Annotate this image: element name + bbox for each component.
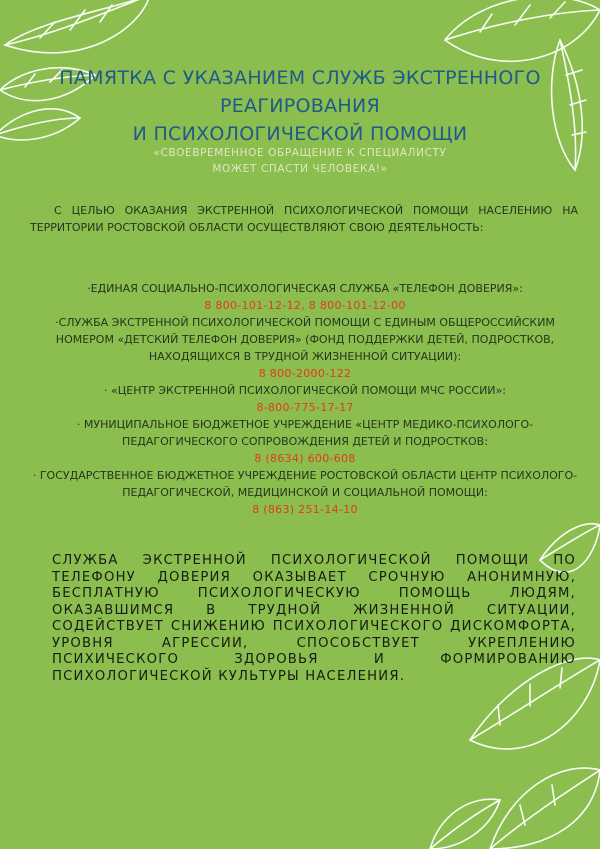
title-line-1: ПАМЯТКА С УКАЗАНИЕМ СЛУЖБ ЭКСТРЕННОГО РЕАГИРОВАНИЯ bbox=[59, 67, 541, 117]
leaf-bottom-right-2-icon bbox=[490, 768, 600, 849]
service-phone[interactable]: 8 800-101-12-12, 8 800-101-12-00 bbox=[204, 299, 406, 312]
leaf-top-left-icon bbox=[5, 0, 150, 53]
service-name: ·СЛУЖБА ЭКСТРЕННОЙ ПСИХОЛОГИЧЕСКОЙ ПОМОЩИ С ЕДИНЫМ ОБЩЕРОССИЙСКИМ НОМЕРОМ «ДЕТСКИЙ ТЕЛЕФОН ДОВЕРИЯ» (ФОНД ПОДДЕРЖКИ ДЕТЕЙ, ПОДРОСТКОВ, НАХОДЯЩИХСЯ В ТРУДНОЙ ЖИЗНЕННОЙ СИТУАЦИИ): bbox=[55, 316, 555, 363]
page-title bbox=[20, 64, 580, 148]
title-line-2: И ПСИХОЛОГИЧЕСКОЙ ПОМОЩИ bbox=[132, 123, 468, 145]
quote-line-1: «СВОЕВРЕМЕННОЕ ОБРАЩЕНИЕ К СПЕЦИАЛИСТУ bbox=[153, 147, 447, 159]
service-phone[interactable]: 8-800-775-17-17 bbox=[256, 401, 354, 414]
summary-paragraph: СЛУЖБА ЭКСТРЕННОЙ ПСИХОЛОГИЧЕСКОЙ ПОМОЩИ ПО ТЕЛЕФОНУ ДОВЕРИЯ ОКАЗЫВАЕТ СРОЧНУЮ АНОНИМНУЮ, БЕСПЛАТНУЮ ПСИХОЛОГИЧЕСКУЮ ПОМОЩЬ ЛЮДЯМ, ОКАЗАВШИМСЯ В ТРУДНОЙ ЖИЗНЕННОЙ СИТУАЦИИ, СОДЕЙСТВУЕТ СНИЖЕНИЮ ПСИХОЛОГИЧЕСКОГО ДИСКОМФОРТА, УРОВНЯ АГРЕССИИ, СПОСОБСТВУЕТ УКРЕПЛЕНИЮ ПСИХИЧЕСКОГО ЗДОРОВЬЯ И ФОРМИРОВАНИЮ ПСИХОЛОГИЧЕСКОЙ КУЛЬТУРЫ НАСЕЛЕНИЯ. bbox=[52, 553, 576, 684]
service-name: · МУНИЦИПАЛЬНОЕ БЮДЖЕТНОЕ УЧРЕЖДЕНИЕ «ЦЕНТР МЕДИКО-ПСИХОЛОГО-ПЕДАГОГИЧЕСКОГО СОПРОВОЖДЕНИЯ ДЕТЕЙ И ПОДРОСТКОВ: bbox=[76, 418, 534, 448]
leaf-bottom-right-3-icon bbox=[430, 799, 500, 849]
quote bbox=[100, 145, 500, 177]
services-list bbox=[25, 280, 585, 518]
service-name: · ГОСУДАРСТВЕННОЕ БЮДЖЕТНОЕ УЧРЕЖДЕНИЕ РОСТОВСКОЙ ОБЛАСТИ ЦЕНТР ПСИХОЛОГО-ПЕДАГОГИЧЕСКОЙ, МЕДИЦИНСКОЙ И СОЦИАЛЬНОЙ ПОМОЩИ: bbox=[32, 469, 578, 499]
service-name: ·ЕДИНАЯ СОЦИАЛЬНО-ПСИХОЛОГИЧЕСКАЯ СЛУЖБА «ТЕЛЕФОН ДОВЕРИЯ»: bbox=[87, 282, 523, 295]
leaf-top-right-icon bbox=[445, 0, 600, 61]
service-phone[interactable]: 8 800-2000-122 bbox=[258, 367, 352, 380]
service-phone[interactable]: 8 (863) 251-14-10 bbox=[252, 503, 358, 516]
quote-line-2: МОЖЕТ СПАСТИ ЧЕЛОВЕКА!» bbox=[212, 163, 388, 175]
intro-paragraph: С ЦЕЛЬЮ ОКАЗАНИЯ ЭКСТРЕННОЙ ПСИХОЛОГИЧЕСКОЙ ПОМОЩИ НАСЕЛЕНИЮ НА ТЕРРИТОРИИ РОСТОВСКОЙ ОБЛАСТИ ОСУЩЕСТВЛЯЮТ СВОЮ ДЕЯТЕЛЬНОСТЬ: bbox=[30, 204, 578, 234]
service-name: · «ЦЕНТР ЭКСТРЕННОЙ ПСИХОЛОГИЧЕСКОЙ ПОМОЩИ МЧС РОССИИ»: bbox=[104, 384, 506, 397]
service-phone[interactable]: 8 (8634) 600-608 bbox=[254, 452, 356, 465]
